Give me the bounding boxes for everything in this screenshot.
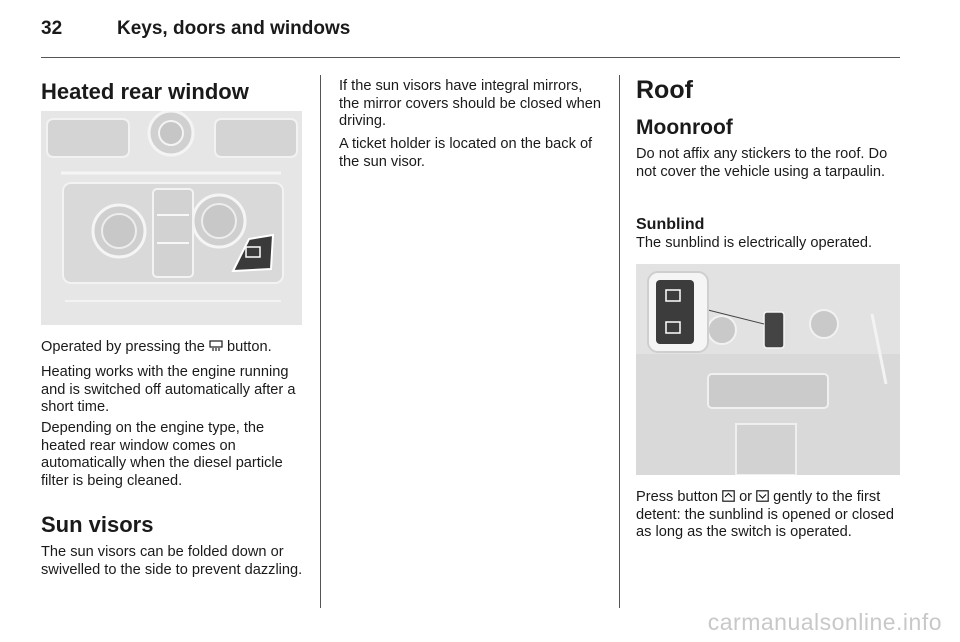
- moonroof-heading: Moonroof: [636, 116, 733, 139]
- header-rule: [41, 57, 900, 58]
- watermark: carmanualsonline.info: [707, 609, 942, 635]
- heated-rear-window-icon: [209, 339, 223, 357]
- page-number: 32: [41, 18, 63, 39]
- press-text-end: gently to the first detent: the sunblind is opened or closed as long as the switch is operated.: [636, 489, 895, 541]
- column-divider-2: [619, 75, 620, 608]
- heated-rear-window-heading: Heated rear window: [41, 79, 249, 104]
- press-button-text: [636, 489, 906, 542]
- sunblind-text: The sunblind is electrically operated.: [636, 235, 873, 251]
- column-divider-1: [320, 75, 321, 608]
- heating-works-text: Heating works with the engine running and is switched off automatically after a short time.: [41, 364, 296, 416]
- operated-by-text: [41, 339, 306, 357]
- roof-heading: Roof: [636, 76, 693, 104]
- press-text-or: or: [739, 489, 753, 505]
- sunblind-switch-image: [636, 264, 900, 475]
- climate-control-panel-illustration: [41, 111, 302, 325]
- sun-visors-heading: Sun visors: [41, 512, 154, 537]
- ticket-holder-text: A ticket holder is located on the back of the sun visor.: [339, 136, 593, 170]
- operated-by-before: Operated by pressing the: [41, 339, 205, 355]
- engine-type-text: Depending on the engine type, the heated rear window comes on automatically when the diesel particle filter is being cleaned.: [41, 420, 283, 489]
- moonroof-text: Do not affix any stickers to the roof. Do not cover the vehicle using a tarpaulin.: [636, 146, 888, 180]
- operated-by-after: button.: [227, 339, 272, 355]
- climate-control-panel-image: [41, 111, 302, 325]
- chapter-title: Keys, doors and windows: [117, 18, 351, 39]
- sunblind-open-icon: [722, 489, 735, 507]
- sun-visors-text: The sun visors can be folded down or swivelled to the side to prevent dazzling.: [41, 544, 303, 578]
- press-text-start: Press button: [636, 489, 718, 505]
- sunblind-close-icon: [756, 489, 769, 507]
- sunblind-heading: Sunblind: [636, 216, 705, 233]
- mirror-covers-text: If the sun visors have integral mirrors, the mirror covers should be closed when driving.: [339, 78, 602, 130]
- sunblind-switch-illustration: [636, 264, 900, 475]
